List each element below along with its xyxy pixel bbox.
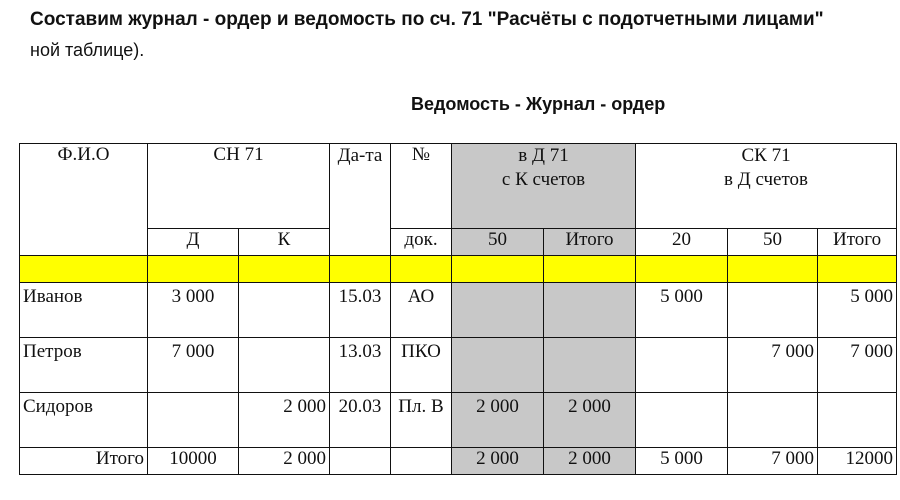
header-total-sk: Итого <box>818 229 897 256</box>
highlight-cell <box>544 256 636 283</box>
cell-doc: АО <box>391 283 452 338</box>
highlight-cell <box>148 256 239 283</box>
highlight-cell <box>20 256 148 283</box>
header-debit-71 <box>452 144 636 229</box>
highlight-cell <box>728 256 818 283</box>
cell-sn-debit <box>148 393 239 448</box>
cell-date: 13.03 <box>330 338 391 393</box>
header-debit-71-line1: в Д 71 <box>518 145 569 166</box>
cell-sn-debit: 3 000 <box>148 283 239 338</box>
totals-row <box>20 448 897 475</box>
totals-doc <box>391 448 452 475</box>
totals-sk-total: 12000 <box>818 448 897 475</box>
totals-label: Итого <box>20 448 148 475</box>
header-account-50: 50 <box>452 229 544 256</box>
header-debit: Д <box>148 229 239 256</box>
header-sn71: СН 71 <box>148 144 330 229</box>
cell-date: 15.03 <box>330 283 391 338</box>
header-credit: К <box>239 229 330 256</box>
totals-date <box>330 448 391 475</box>
header-sk71 <box>636 144 897 229</box>
totals-d71-total: 2 000 <box>544 448 636 475</box>
header-account-50-sk: 50 <box>728 229 818 256</box>
table-title: Ведомость - Журнал - ордер <box>411 94 666 114</box>
highlight-cell <box>636 256 728 283</box>
cell-d71-total <box>544 338 636 393</box>
cell-sk-total: 5 000 <box>818 283 897 338</box>
table-row <box>20 338 897 393</box>
cell-sk-total <box>818 393 897 448</box>
cell-sk-50 <box>728 393 818 448</box>
totals-d71-50: 2 000 <box>452 448 544 475</box>
header-debit-71-line2: с К счетов <box>501 169 586 190</box>
cell-sk-50: 7 000 <box>728 338 818 393</box>
cell-doc: Пл. В <box>391 393 452 448</box>
header-fio: Ф.И.О <box>20 144 148 256</box>
totals-sk-50: 7 000 <box>728 448 818 475</box>
header-sk71-line1: СК 71 <box>741 145 791 166</box>
totals-sn-credit: 2 000 <box>239 448 330 475</box>
cell-sk-20 <box>636 393 728 448</box>
cell-sk-20 <box>636 338 728 393</box>
cell-sn-debit: 7 000 <box>148 338 239 393</box>
table-row <box>20 393 897 448</box>
totals-sk-20: 5 000 <box>636 448 728 475</box>
header-number: № <box>391 144 452 229</box>
cell-sk-20: 5 000 <box>636 283 728 338</box>
highlight-cell <box>239 256 330 283</box>
highlight-row <box>20 256 897 283</box>
highlight-cell <box>818 256 897 283</box>
header-date: Да-та <box>330 144 391 256</box>
header-account-20: 20 <box>636 229 728 256</box>
cell-d71-50: 2 000 <box>452 393 544 448</box>
cell-sn-credit <box>239 338 330 393</box>
table-row <box>20 283 897 338</box>
cell-d71-total: 2 000 <box>544 393 636 448</box>
totals-sn-debit: 10000 <box>148 448 239 475</box>
cell-fio: Петров <box>20 338 148 393</box>
header-sk71-line2: в Д счетов <box>724 169 809 190</box>
cell-sn-credit <box>239 283 330 338</box>
page-heading-continuation: ной таблице). <box>30 40 145 60</box>
cell-d71-50 <box>452 338 544 393</box>
highlight-cell <box>452 256 544 283</box>
cell-fio: Сидоров <box>20 393 148 448</box>
cell-d71-total <box>544 283 636 338</box>
cell-sn-credit: 2 000 <box>239 393 330 448</box>
highlight-cell <box>330 256 391 283</box>
highlight-cell <box>391 256 452 283</box>
cell-sk-total: 7 000 <box>818 338 897 393</box>
header-row-2 <box>20 229 897 256</box>
header-row-1 <box>20 144 897 229</box>
cell-sk-50 <box>728 283 818 338</box>
journal-order-table <box>19 143 897 475</box>
cell-d71-50 <box>452 283 544 338</box>
cell-fio: Иванов <box>20 283 148 338</box>
cell-date: 20.03 <box>330 393 391 448</box>
header-total: Итого <box>544 229 636 256</box>
header-doc: док. <box>391 229 452 256</box>
cell-doc: ПКО <box>391 338 452 393</box>
page-heading: Составим журнал - ордер и ведомость по сч. 71 "Расчёты с подотчетными лицами" <box>30 9 824 30</box>
